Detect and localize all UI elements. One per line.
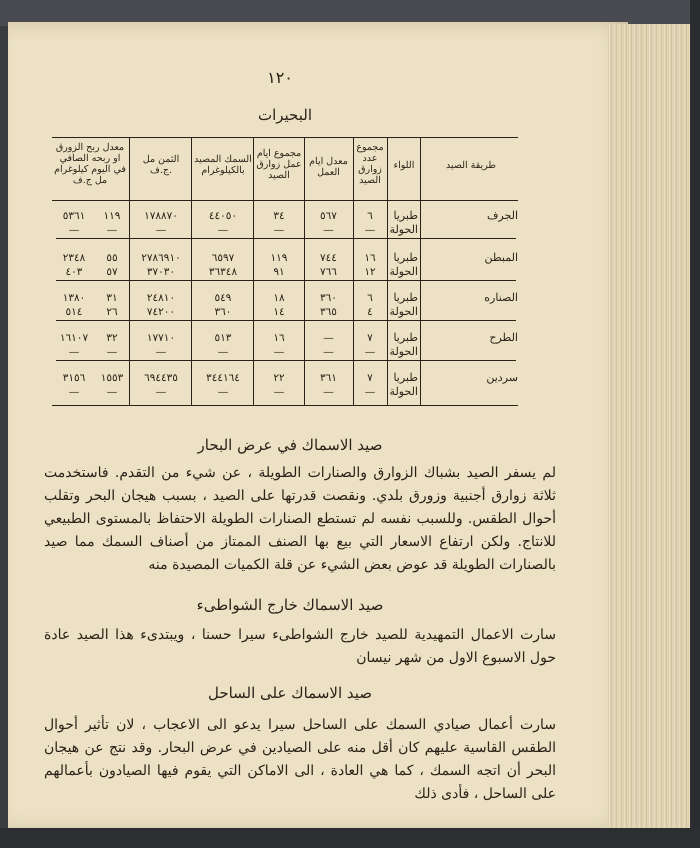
cell-profit-mil: ٣١٥٦ <box>62 372 86 384</box>
section-paragraph: لم يسفر الصيد بشباك الزوارق والصنارات الطويلة ، عن شيء من التقدم. فاستخدمت ثلاثة زوارق أجنبية وزورق بلدي. ونقصت قدرتها على الصيد ، بسبب هيجان البحر وتقلب أحوال الطقس. وللسبب نفسه لم تستطع الصنارات الطويلة الاحتفاظ بالمستوى الطبيعي للانتاج. ولكن ارتفاع الاسعار التي بيع بها الصنف الممتاز من أصناف السمك مما صيد بالصنارات الطويلة قد عوض بعض الشيء عن قلة الكميات المصيدة منه <box>44 465 556 573</box>
cell-avg-days: — <box>323 332 334 344</box>
section-paragraph: سارت أعمال صيادي السمك على الساحل سيرا يدعو الى الاعجاب ، لان تأثير أحوال الطقس القاسية عليهم كان أقل منه على الصيادين في عرض البحار. وقد نتج عن هيجان البحر أن اتجه السمك ، كما هي العادة ، الى الاماكن التي يقوم فيها الصيادون بأعمالهم على الساحل ، فأدى ذلك <box>44 717 556 802</box>
row-liwa-tiberias: طبريا <box>393 209 418 222</box>
cell-price: ٣٧٠٣٠ <box>146 266 176 278</box>
cell-boats: — <box>364 386 376 398</box>
col-divider <box>129 137 130 405</box>
cell-total-days: ١٤ <box>273 306 285 318</box>
cell-fish-kg: ٣٦٣٤٨ <box>208 266 238 278</box>
table-bottom-rule <box>52 405 518 406</box>
cell-fish-kg: ٣٤٤١٦٤ <box>206 372 240 384</box>
row-separator <box>56 360 516 361</box>
cell-total-days: ١٦ <box>273 332 285 344</box>
cell-profit-mil: — <box>68 224 80 236</box>
page-edges <box>608 24 693 832</box>
book-cover-bottom <box>0 828 700 848</box>
cell-fish-kg: ٤٤٠٥٠ <box>208 210 238 222</box>
row-liwa-tiberias: طبريا <box>393 371 418 384</box>
header-avg-days: معدل ايام العمل <box>309 156 348 178</box>
cell-boats: ١٢ <box>364 266 376 278</box>
cell-avg-days: ٥٦٧ <box>320 210 337 222</box>
header-method: طريقة الصيد <box>446 160 496 171</box>
cell-price: ١٧٧١٠ <box>146 332 176 344</box>
cell-price: ٢٧٨٦٩١٠ <box>141 252 181 264</box>
section-heading: صيد الاسماك خارج الشواطىء <box>196 596 384 614</box>
table-top-rule <box>52 137 518 138</box>
cell-profit-kg: ٥٥ <box>106 252 118 264</box>
cell-boats: ٦ <box>367 292 373 304</box>
row-separator <box>56 280 516 281</box>
cell-total-days: — <box>273 224 285 236</box>
cell-price: — <box>155 386 167 398</box>
cell-profit-mil: ١٣٨٠ <box>62 292 86 304</box>
cell-avg-days: ٧٤٤ <box>320 252 337 264</box>
row-liwa-tiberias: طبريا <box>393 251 418 264</box>
section-heading: صيد الاسماك على الساحل <box>207 684 373 702</box>
row-separator <box>56 238 516 239</box>
cell-total-days: ٩١ <box>273 266 285 278</box>
cell-fish-kg: — <box>217 346 229 358</box>
row-liwa-hula: الحولة <box>389 385 418 398</box>
row-liwa-hula: الحولة <box>389 345 418 358</box>
cell-avg-days: ٣٦٥ <box>320 306 337 318</box>
table-title: البحيرات <box>257 106 313 124</box>
cell-boats: ٧ <box>367 372 373 384</box>
table-header-rule <box>52 200 518 201</box>
cell-fish-kg: — <box>217 224 229 236</box>
cell-profit-kg: ١١٩ <box>103 210 121 222</box>
col-divider <box>420 137 421 405</box>
col-divider <box>253 137 254 405</box>
cell-profit-kg: — <box>106 386 118 398</box>
cell-fish-kg: ٣٦٠ <box>214 306 232 318</box>
cell-total-days: ١١٩ <box>270 252 288 264</box>
section-paragraph: سارت الاعمال التمهيدية للصيد خارج الشواطىء سيرا حسنا ، ويبتدىء هذا الصيد عادة حول الاسبوع الاول من شهر نيسان <box>44 627 556 666</box>
cell-avg-days: — <box>323 346 334 358</box>
cell-boats: ٤ <box>367 306 373 318</box>
cell-profit-mil: ٥١٤ <box>65 306 83 318</box>
cell-total-days: ٢٢ <box>273 372 285 384</box>
cell-profit-kg: ٥٧ <box>106 266 118 278</box>
section-heading: صيد الاسماك في عرض البحار <box>197 436 383 454</box>
row-separator <box>56 320 516 321</box>
cell-boats: ٦ <box>367 210 373 222</box>
cell-profit-mil: ٤٠٣ <box>65 266 83 278</box>
cell-profit-mil: — <box>68 346 80 358</box>
header-avg-profit: معدل ربح الزورق او ربحه الصافي في اليوم كيلوغرام مل ج.ف <box>54 142 126 186</box>
row-liwa-hula: الحولة <box>389 265 418 278</box>
cell-avg-days: — <box>323 386 334 398</box>
cell-avg-days: ٣٦٠ <box>320 292 337 304</box>
cell-price: — <box>155 346 167 358</box>
cell-profit-kg: — <box>106 346 118 358</box>
header-total-days: مجموع ايام عمل زوارق الصيد <box>256 148 302 181</box>
row-method: الصناره <box>484 291 518 304</box>
fishing-table <box>52 134 520 408</box>
cell-total-days: ١٨ <box>273 292 285 304</box>
page-number: ١٢٠ <box>267 68 293 87</box>
row-method: المبطن <box>484 251 518 264</box>
row-liwa-tiberias: طبريا <box>393 331 418 344</box>
cell-boats: ١٦ <box>364 252 376 264</box>
cell-fish-kg: ٥٤٩ <box>214 292 232 304</box>
row-liwa-tiberias: طبريا <box>393 291 418 304</box>
cell-profit-mil: — <box>68 386 80 398</box>
cell-fish-kg: ٥١٣ <box>214 332 232 344</box>
cell-profit-kg: ٢٦ <box>106 306 118 318</box>
cell-profit-mil: ١٦١٠٧ <box>59 332 89 344</box>
cell-price: ٧٤٢٠٠ <box>146 306 176 318</box>
cell-total-days: — <box>273 346 285 358</box>
cell-price: — <box>155 224 167 236</box>
cell-avg-days: ٣٦١ <box>320 372 337 384</box>
cell-total-days: — <box>273 386 285 398</box>
cell-profit-kg: ٣١ <box>106 292 118 304</box>
header-fish-kg: السمك المصيد بالكيلوغرام <box>194 154 252 176</box>
header-price: الثمن مل ج.ف. <box>142 154 180 176</box>
cell-total-days: ٣٤ <box>273 210 285 222</box>
cell-profit-kg: ١٥٥٣ <box>100 372 124 384</box>
header-boats: مجموع عدد زوارق الصيد <box>356 142 384 186</box>
cell-fish-kg: ٦٥٩٧ <box>211 252 235 264</box>
cell-profit-mil: ٥٣٦١ <box>62 210 86 222</box>
row-method: سردين <box>486 371 518 384</box>
cell-profit-mil: ٢٣٤٨ <box>62 252 86 264</box>
header-liwa: اللواء <box>393 160 415 171</box>
cell-avg-days: — <box>323 224 334 236</box>
cell-profit-kg: ٣٢ <box>106 332 118 344</box>
cell-avg-days: ٧٦٦ <box>320 266 337 278</box>
cell-fish-kg: — <box>217 386 229 398</box>
row-liwa-hula: الحولة <box>389 223 418 236</box>
cell-boats: — <box>364 346 376 358</box>
cell-boats: ٧ <box>367 332 373 344</box>
col-divider <box>191 137 192 405</box>
row-method: الجرف <box>487 209 518 222</box>
row-method: الطرح <box>489 331 518 344</box>
cell-price: ٦٩٤٤٣٥ <box>144 372 178 384</box>
cell-boats: — <box>364 224 376 236</box>
row-liwa-hula: الحولة <box>389 305 418 318</box>
cell-price: ١٧٨٨٧٠ <box>144 210 178 222</box>
cell-price: ٢٤٨١٠ <box>146 292 176 304</box>
cell-profit-kg: — <box>106 224 118 236</box>
